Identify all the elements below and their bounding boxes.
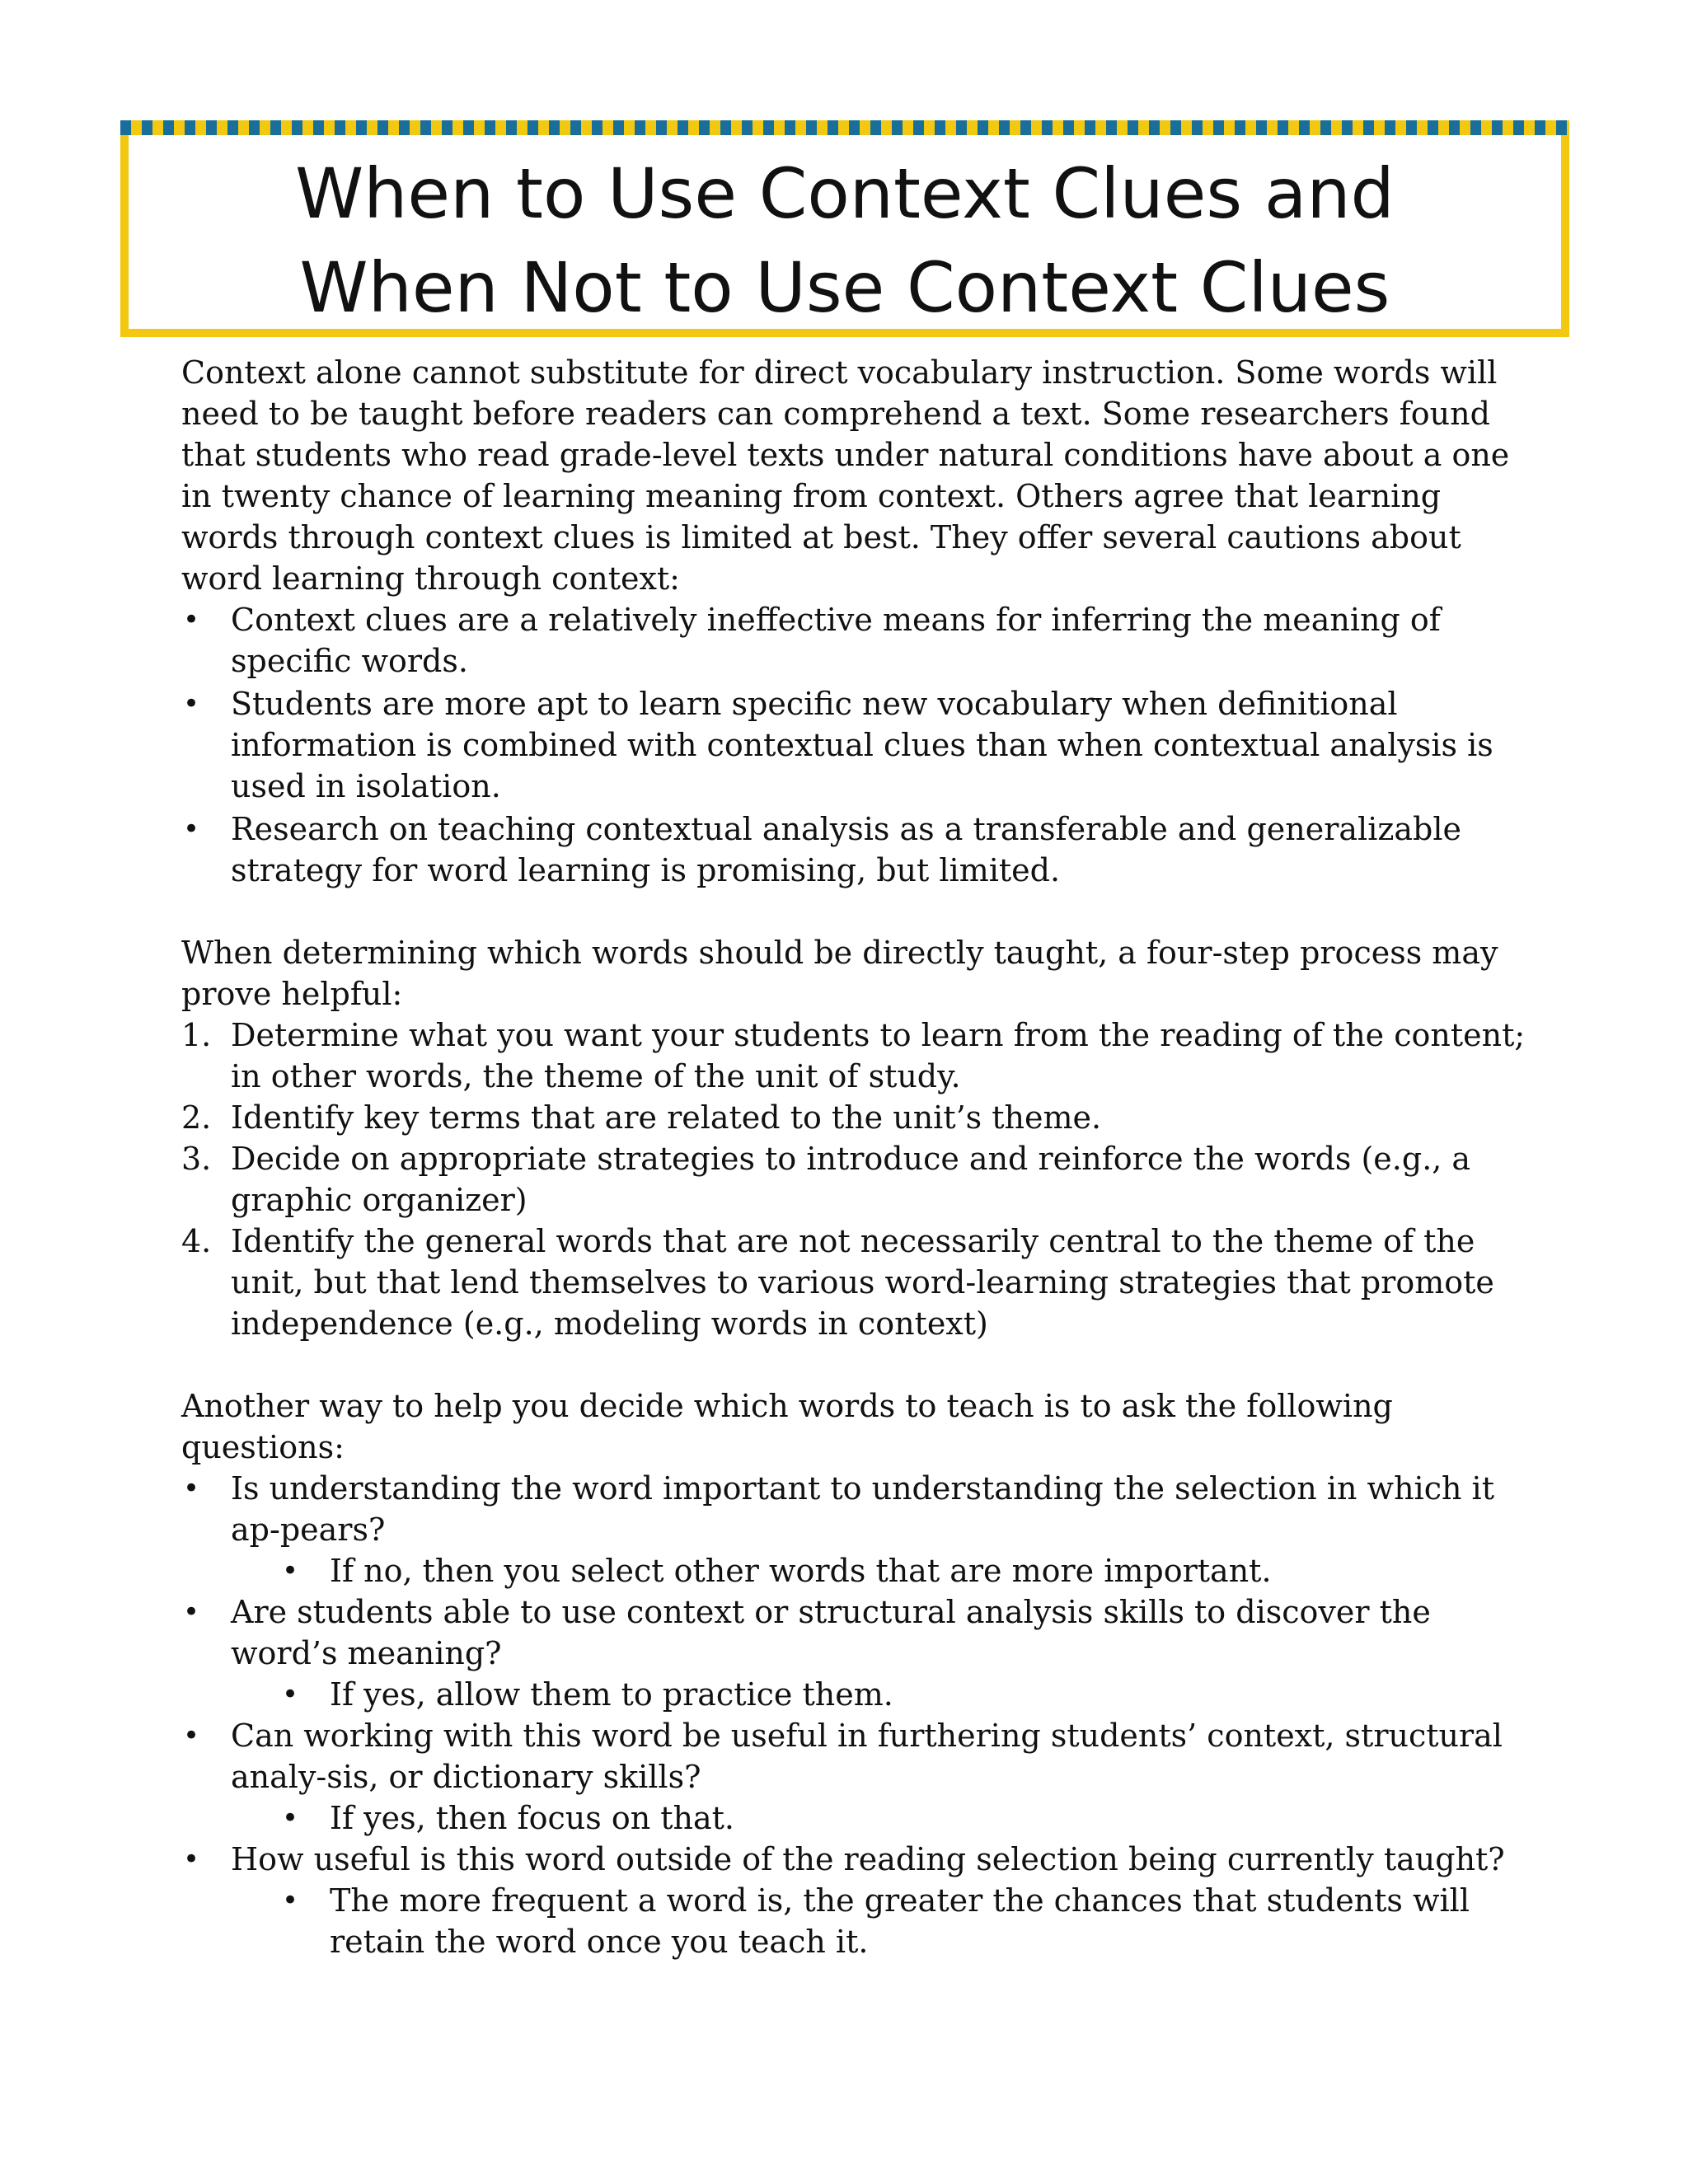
bullet-icon: • [282, 1884, 299, 1917]
title-stripe-border [120, 120, 1569, 135]
step-number: 4. [181, 1223, 212, 1259]
bullet-icon: • [183, 1472, 200, 1505]
list-item [181, 1591, 1533, 1715]
list-item [181, 1839, 1533, 1962]
questions-list [181, 1468, 1533, 1962]
answer-list [231, 1797, 1533, 1839]
bullet-icon: • [183, 603, 200, 636]
answer-text: If yes, allow them to practice them. [330, 1676, 893, 1713]
paragraph-spacer [181, 1344, 1533, 1385]
list-item [181, 1138, 1533, 1221]
list-item [181, 599, 1533, 682]
list-item [181, 1221, 1533, 1344]
paragraph-spacer [181, 891, 1533, 932]
list-item [181, 683, 1533, 807]
intro-paragraph: Context alone cannot substitute for direct vocabulary instruction. Some words will need to be taught before readers can comprehend a text. Some researchers found that students who read grade-level texts under natural conditions have about a one in twenty chance of learning meaning from context. Others agree that learning words through context clues is limited at best. They offer several cautions about word learning through context: [181, 354, 1510, 597]
question-text: Is understanding the word important to understanding the selection in which it ap-pears? [231, 1470, 1494, 1548]
answer-list [231, 1880, 1533, 1962]
list-item [181, 1015, 1533, 1097]
bullet-icon: • [282, 1678, 299, 1711]
list-item [181, 1468, 1533, 1591]
list-item [231, 1550, 1533, 1591]
cautions-list [181, 599, 1533, 891]
page-title-line-2: When Not to Use Context Clues [299, 247, 1390, 328]
bullet-icon: • [282, 1554, 299, 1587]
step-text: Determine what you want your students to learn from the reading of the content; in other words, the theme of the unit of study. [231, 1017, 1526, 1094]
bullet-icon: • [183, 1719, 200, 1752]
answer-list [231, 1550, 1533, 1591]
page-title-line-1: When to Use Context Clues and [295, 153, 1395, 234]
page-title [129, 147, 1561, 335]
bullet-icon: • [183, 1596, 200, 1629]
caution-text: Context clues are a relatively ineffective means for inferring the meaning of specific words. [231, 602, 1441, 679]
caution-text: Students are more apt to learn specific new vocabulary when definitional information is combined with contextual clues than when contextual analysis is used in isolation. [231, 686, 1493, 804]
answer-text: The more frequent a word is, the greater the chances that students will retain the word once you teach it. [330, 1882, 1470, 1960]
list-item [231, 1880, 1533, 1962]
bullet-icon: • [183, 687, 200, 720]
bullet-icon: • [183, 813, 200, 846]
step-number: 3. [181, 1141, 212, 1177]
question-text: Are students able to use context or structural analysis skills to discover the word’s meaning? [231, 1594, 1431, 1671]
list-item [181, 1715, 1533, 1839]
step-number: 2. [181, 1099, 212, 1136]
steps-list [181, 1015, 1533, 1344]
document-body [181, 352, 1533, 1962]
question-text: How useful is this word outside of the reading selection being currently taught? [231, 1841, 1505, 1877]
bullet-icon: • [282, 1802, 299, 1835]
list-item [231, 1674, 1533, 1715]
bullet-icon: • [183, 1843, 200, 1876]
list-item [181, 1097, 1533, 1138]
step-number: 1. [181, 1017, 212, 1053]
caution-text: Research on teaching contextual analysis as a transferable and generalizable strategy for word learning is promising, but limited. [231, 811, 1462, 888]
answer-list [231, 1674, 1533, 1715]
list-item [181, 808, 1533, 891]
answer-text: If no, then you select other words that are more important. [330, 1553, 1272, 1589]
step-text: Identify key terms that are related to the unit’s theme. [231, 1099, 1102, 1136]
answer-text: If yes, then focus on that. [330, 1800, 735, 1836]
list-item [231, 1797, 1533, 1839]
questions-intro-paragraph: Another way to help you decide which words to teach is to ask the following questions: [181, 1388, 1393, 1465]
process-intro-paragraph: When determining which words should be directly taught, a four-step process may prove helpful: [181, 935, 1498, 1012]
question-text: Can working with this word be useful in furthering students’ context, structural analy-sis, or dictionary skills? [231, 1718, 1503, 1795]
step-text: Identify the general words that are not necessarily central to the theme of the unit, but that lend themselves to various word-learning strategies that promote independence (e.g., modeling words in context) [231, 1223, 1494, 1342]
step-text: Decide on appropriate strategies to introduce and reinforce the words (e.g., a graphic organizer) [231, 1141, 1471, 1218]
